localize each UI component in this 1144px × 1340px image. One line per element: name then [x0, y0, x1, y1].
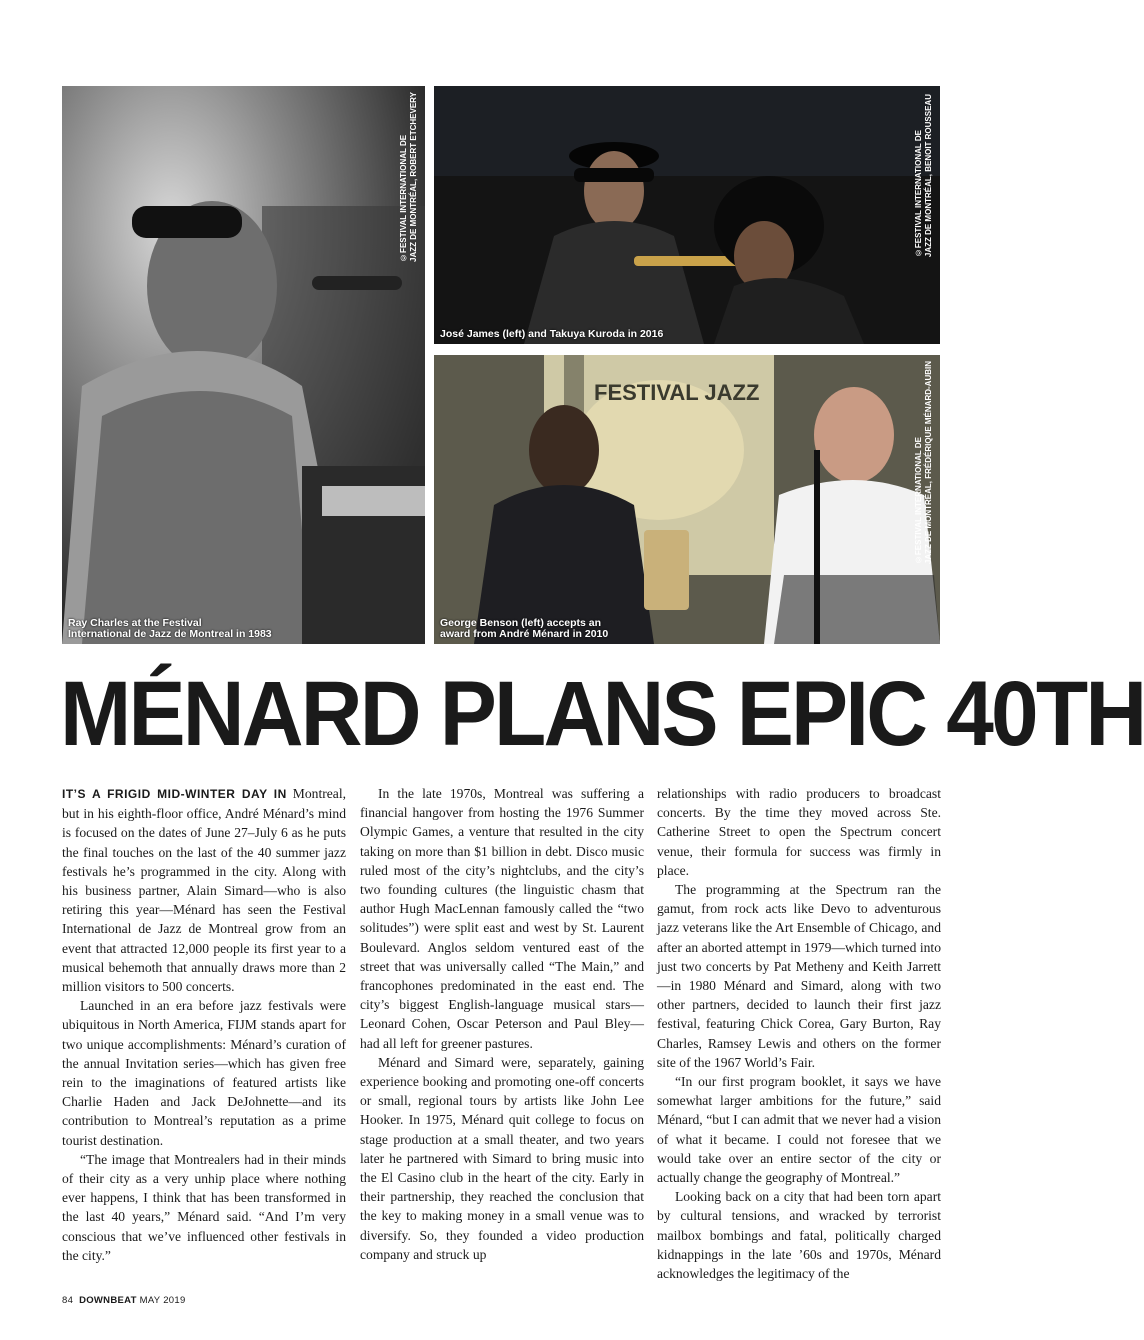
- headline: MÉNARD PLANS EPIC 40TH: [60, 663, 1144, 765]
- benson-menard-image: [434, 355, 940, 644]
- photo-credit: [914, 94, 934, 257]
- article-column-2: [360, 784, 644, 1264]
- article-paragraph: relationships with radio producers to broadcast concerts. By the time they moved across Ste. Catherine Street to open the Spectrum concert venue, their formula for success was firmly in place.: [657, 786, 941, 878]
- article-paragraph: Looking back on a city that had been torn apart by cultural tensions, and wracked by terrorist mailbox bombings and fatal, politically charged kidnappings in the late ’60s and 1970s, Ménard acknowledges the legitimacy of the: [657, 1189, 941, 1282]
- photo-benson-menard: [434, 355, 940, 644]
- article-column-1: [62, 784, 346, 1265]
- credit-line: JAZZ DE MONTRÉAL, ROBERT ETCHEVERY: [409, 92, 418, 262]
- james-kuroda-image: [434, 86, 940, 344]
- page-number: 84: [62, 1295, 74, 1306]
- lead-in: IT’S A FRIGID MID-WINTER DAY IN: [62, 787, 287, 801]
- banner-text: FESTIVAL JAZZ: [594, 380, 760, 405]
- credit-line: JAZZ DE MONTRÉAL, BENOIT ROUSSEAU: [924, 94, 933, 258]
- credit-line: ©FESTIVAL INTERNATIONAL DE: [914, 437, 923, 565]
- credit-line: JAZZ DE MONTRÉAL, FRÉDÉRIQUE MÉNARD-AUBIN: [924, 361, 933, 565]
- article-paragraph: “In our first program booklet, it says we have somewhat larger ambitions for the future,” said Ménard, “but I can admit that we never had a vision of what it became. I could not foresee that we would take over an entire sector of the city or actually change the geography of Montreal.”: [657, 1074, 941, 1186]
- photo-caption: [68, 618, 272, 640]
- article-paragraph: [62, 784, 346, 996]
- photo-ray-charles: [62, 86, 425, 644]
- article-paragraph: Launched in an era before jazz festivals were ubiquitous in North America, FIJM stands apart for two unique accomplishments: Ménard’s curation of the annual Invitation series—which has given free rein to the imaginations of featured artists like Charlie Haden and Jack DeJohnette—and its contribution to Montreal’s reputation as a prime tourist destination.: [62, 998, 346, 1148]
- caption-line: Ray Charles at the Festival: [68, 617, 202, 629]
- photo-james-kuroda: [434, 86, 940, 344]
- article-paragraph: The programming at the Spectrum ran the gamut, from rock acts like Devo to adventurous jazz veterans like the Art Ensemble of Chicago, and after an aborted attempt in 1979—which turned into just two concerts by Pat Metheny and Keith Jarrett—in 1980 Ménard and Simard, along with two other partners, decided to launch their first jazz festival, featuring Chick Corea, Gary Burton, Ray Charles, Ramsey Lewis and others on the former site of the 1967 World’s Fair.: [657, 882, 941, 1070]
- photo-caption: José James (left) and Takuya Kuroda in 2016: [440, 328, 664, 340]
- photo-credit: [399, 92, 419, 262]
- article-column-3: [657, 784, 941, 1283]
- article-paragraph: In the late 1970s, Montreal was suffering a financial hangover from hosting the 1976 Summer Olympic Games, a venture that resulted in the city taking on more than $1 billion in debt. Disco music ruled most of the city’s nightclubs, and the city’s two founding cultures (the linguistic chasm that author Hugh MacLennan famously called the “two solitudes”) were split east and west by St. Laurent Boulevard. Anglos seldom ventured east of the street that was universally called “The Main,” and francophones predominated in the east end. The city’s biggest English-language musical stars—Leonard Cohen, Oscar Peterson and Paul Bley—had all left for greener pastures.: [360, 786, 644, 1051]
- photo-credit: [914, 361, 934, 564]
- credit-line: ©FESTIVAL INTERNATIONAL DE: [914, 130, 923, 258]
- paragraph-text: Montreal, but in his eighth-floor office, André Ménard’s mind is focused on the dates of June 27–July 6 as he puts the final touches on the last of the 40 summer jazz festivals he’s programmed in the city. Along with his business partner, Alain Simard—who is also retiring this year—Ménard has seen the Festival International de Jazz de Montreal grow from an event that attracted 12,000 people its first year to a musical behemoth that annually draws more than 2 million visitors to 500 concerts.: [62, 786, 346, 995]
- article-paragraph: “The image that Montrealers had in their minds of their city as a very unhip place where nothing ever happens, I think that has been transformed in the last 40 years,” Ménard said. “And I’m very conscious that we’ve influenced other festivals in the city.”: [62, 1151, 346, 1263]
- caption-line: award from André Ménard in 2010: [440, 628, 609, 640]
- issue-date: MAY 2019: [139, 1295, 186, 1306]
- credit-line: ©FESTIVAL INTERNATIONAL DE: [399, 134, 408, 262]
- page-footer: [62, 1295, 186, 1306]
- caption-line: George Benson (left) accepts an: [440, 617, 602, 629]
- article-paragraph: Ménard and Simard were, separately, gaining experience booking and promoting one-off concerts or small, regional tours by artists like John Lee Hooker. In 1975, Ménard quit college to focus on stage production at a small theater, and two years later he partnered with Simard to bring music into the El Casino club in the heart of the city. Early in their partnership, they reached the conclusion that the key to making money in a small venue was to diversify. So, they founded a video production company and struck up: [360, 1054, 644, 1262]
- photo-caption: [440, 618, 608, 640]
- magazine-name: DOWNBEAT: [79, 1295, 137, 1306]
- ray-charles-image: [62, 86, 425, 644]
- caption-line: International de Jazz de Montreal in 1983: [68, 628, 272, 640]
